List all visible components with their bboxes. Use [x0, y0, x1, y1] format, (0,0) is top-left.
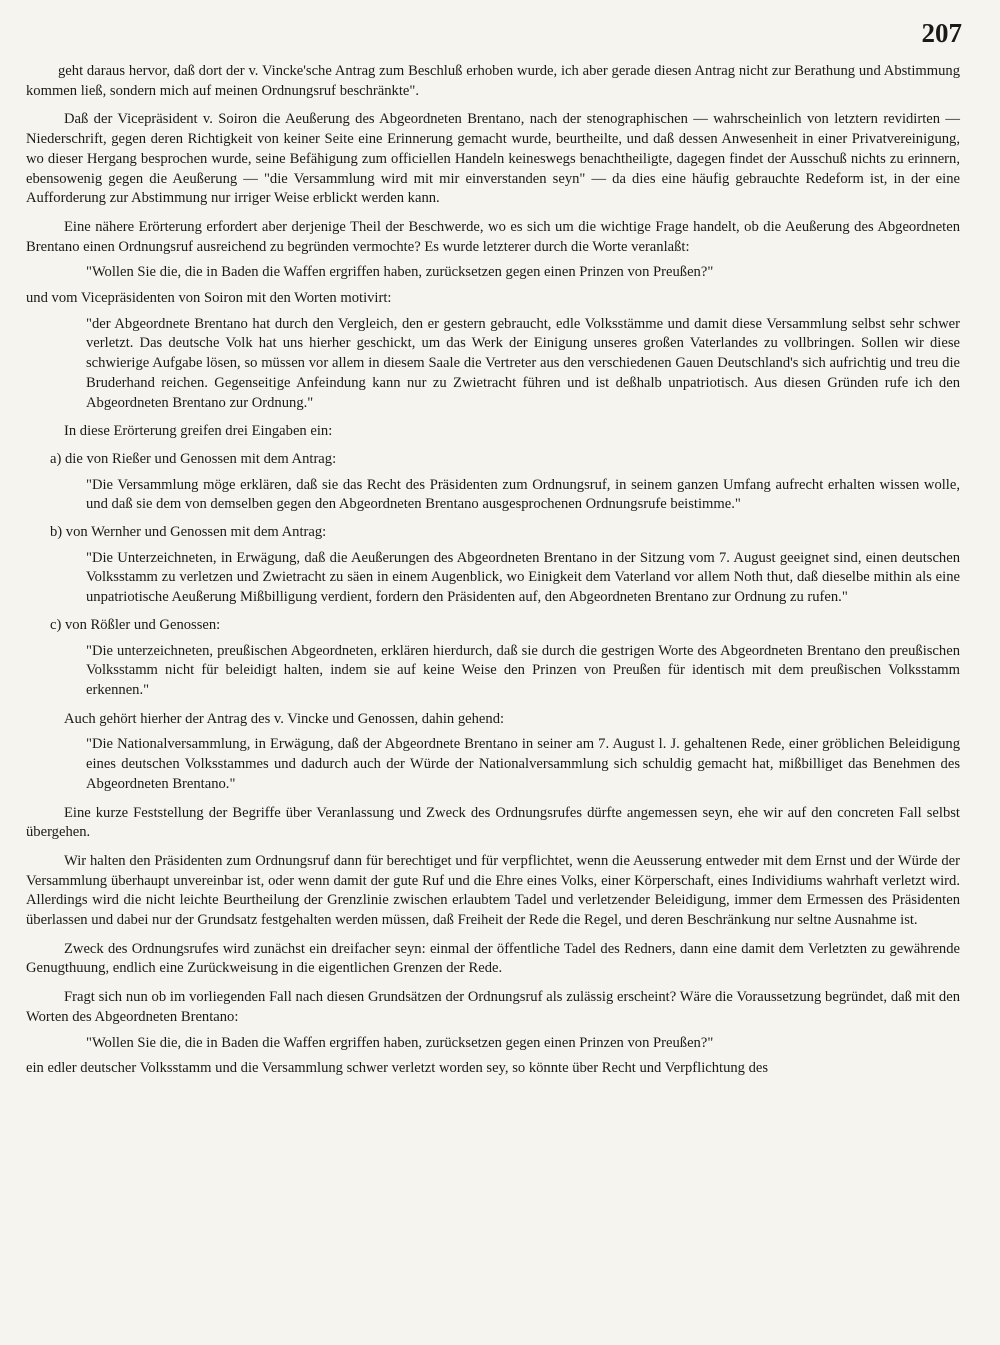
paragraph: geht daraus hervor, daß dort der v. Vincke'sche Antrag zum Beschluß erhoben wurde, ich aber gerade diesen Antrag nicht zur Berathung und Abstimmung kommen ließ, sondern mich auf meinen Ordnungsruf beschränkte".: [26, 63, 960, 99]
quoted-passage: "Die Versammlung möge erklären, daß sie das Recht des Präsidenten zum Ordnungsruf, in seinem ganzen Umfang aufrecht erhalten wissen wolle, und daß sie dem von demselben gegen den Abgeordneten Brentano ausgesprochenen Ordnungsrufe beistimme.": [86, 476, 960, 513]
quoted-passage: "Wollen Sie die, die in Baden die Waffen ergriffen haben, zurücksetzen gegen einen Prinzen von Preußen?": [86, 264, 714, 281]
paragraph: und vom Vicepräsidenten von Soiron mit den Worten motivirt:: [26, 290, 392, 307]
list-item-label: a) die von Rießer und Genossen mit dem Antrag:: [50, 450, 337, 467]
quoted-passage: "Die unterzeichneten, preußischen Abgeordneten, erklären hierdurch, daß sie durch die gestrigen Worte des Abgeordneten Brentano den preußischen Volksstamm nicht für beleidigt halten, indem sie auf keine Weise den Prinzen von Preußen für identisch mit dem preußischen Volksstamm erkennen.": [86, 642, 960, 698]
page-number: 207: [921, 18, 962, 48]
paragraph: Wir halten den Präsidenten zum Ordnungsruf dann für berechtiget und für verpflichtet, wenn die Aeusserung entweder mit dem Ernst und der Würde der Versammlung überhaupt unvereinbar ist, oder wenn damit der gute Ruf und die Ehre eines Volks, einer Körperschaft, eines Individiums wahrhaft verletzt wird. Allerdings wird die nicht leichte Beurtheilung der Grenzlinie zwischen erlaubtem Tadel und verletzender Beleidigung, immer dem Ermessen des Präsidenten überlassen und dabei nur der Grundsatz festgehalten werden müssen, daß Freiheit der Rede die Regel, und deren Beschränkung nur seltne Ausnahme ist.: [26, 852, 960, 929]
paragraph: Eine kurze Feststellung der Begriffe über Veranlassung und Zweck des Ordnungsrufes dürfte angemessen seyn, ehe wir auf den concreten Fall selbst übergehen.: [26, 804, 960, 841]
paragraph: Daß der Vicepräsident v. Soiron die Aeußerung des Abgeordneten Brentano, nach der stenographischen — wahrscheinlich von letztern revidirten — Niederschrift, gegen deren Richtigkeit von keiner Seite eine Erinnerung gemacht wurde, beurtheilte, und daß dessen Anwesenheit in einer Privatvereinigung, wo dieser Hergang besprochen wurde, seine Befähigung zum officiellen Handeln keineswegs benachtheiligte, dagegen findet der Ausschuß nichts zu erinnern, ebensowenig gegen die Aeußerung — "die Versammlung wird mit mir einverstanden seyn" — da dies eine häufig gebrauchte Redeform ist, in der eine Aufforderung zur Abstimmung nur irriger Weise erblickt werden kann.: [26, 111, 960, 207]
paragraph: Auch gehört hierher der Antrag des v. Vincke und Genossen, dahin gehend:: [64, 710, 505, 727]
paragraph: In diese Erörterung greifen drei Eingaben ein:: [64, 423, 333, 440]
quoted-passage: "Die Nationalversammlung, in Erwägung, daß der Abgeordnete Brentano in seiner am 7. August l. J. gehaltenen Rede, einer gröblichen Beleidigung eines deutschen Volksstammes und dadurch auch der Würde der Nationalversammlung sich schuldig gemacht hat, mißbilliget das Benehmen des Abgeordneten Brentano.": [86, 736, 960, 792]
list-item-label: c) von Rößler und Genossen:: [50, 616, 221, 633]
text-column: [26, 62, 960, 1085]
quoted-passage: "Die Unterzeichneten, in Erwägung, daß die Aeußerungen des Abgeordneten Brentano in der Sitzung vom 7. August geeignet sind, einen deutschen Volksstamm zu verletzen und Zwietracht zu säen in einem Augenblick, wo Einigkeit dem Vaterland vor allem Noth thut, daß dieselbe mithin als eine unpatriotische Aeußerung Mißbilligung verdient, fordern den Präsidenten auf, den Abgeordneten Brentano zur Ordnung zu rufen.": [86, 549, 960, 606]
paragraph: Zweck des Ordnungsrufes wird zunächst ein dreifacher seyn: einmal der öffentliche Tadel des Redners, dann eine damit dem Verletzten zu gewährende Genugthuung, endlich eine Zurückweisung in die eigentlichen Grenzen der Rede.: [26, 940, 960, 977]
paragraph: Eine nähere Erörterung erfordert aber derjenige Theil der Beschwerde, wo es sich um die wichtige Frage handelt, ob die Aeußerung des Abgeordneten Brentano einen Ordnungsruf ausreichend zu begründen vermochte? Es wurde letzterer durch die Worte veranlaßt:: [26, 218, 960, 255]
quoted-passage: "Wollen Sie die, die in Baden die Waffen ergriffen haben, zurücksetzen gegen einen Prinzen von Preußen?": [86, 1034, 714, 1051]
quoted-passage: "der Abgeordnete Brentano hat durch den Vergleich, den er gestern gebraucht, edle Volksstämme und damit diese Versammlung selbst sehr schwer verletzt. Das deutsche Volk hat uns hierher geschickt, um das Werk der Einigung unseres großen Vaterlandes zu vollbringen. Sollen wir diese schwierige Aufgabe lösen, so müssen vor allem in diesem Saale die Vertreter aus den verschiedenen Gauen Deutschland's sich aufrichtig und treu die Bruderhand reichen. Gegenseitige Anfeindung kann nur zu Zwietracht führen und ist deßhalb unpatriotisch. Aus diesen Gründen rufe ich den Abgeordneten Brentano zur Ordnung.": [86, 315, 960, 411]
list-item-label: b) von Wernher und Genossen mit dem Antrag:: [50, 524, 327, 541]
paragraph: ein edler deutscher Volksstamm und die Versammlung schwer verletzt worden sey, so könnte über Recht und Verpflichtung des: [26, 1060, 769, 1077]
paragraph: Fragt sich nun ob im vorliegenden Fall nach diesen Grundsätzen der Ordnungsruf als zulässig erscheint? Wäre die Voraussetzung begründet, daß mit den Worten des Abgeordneten Brentano:: [26, 989, 960, 1025]
